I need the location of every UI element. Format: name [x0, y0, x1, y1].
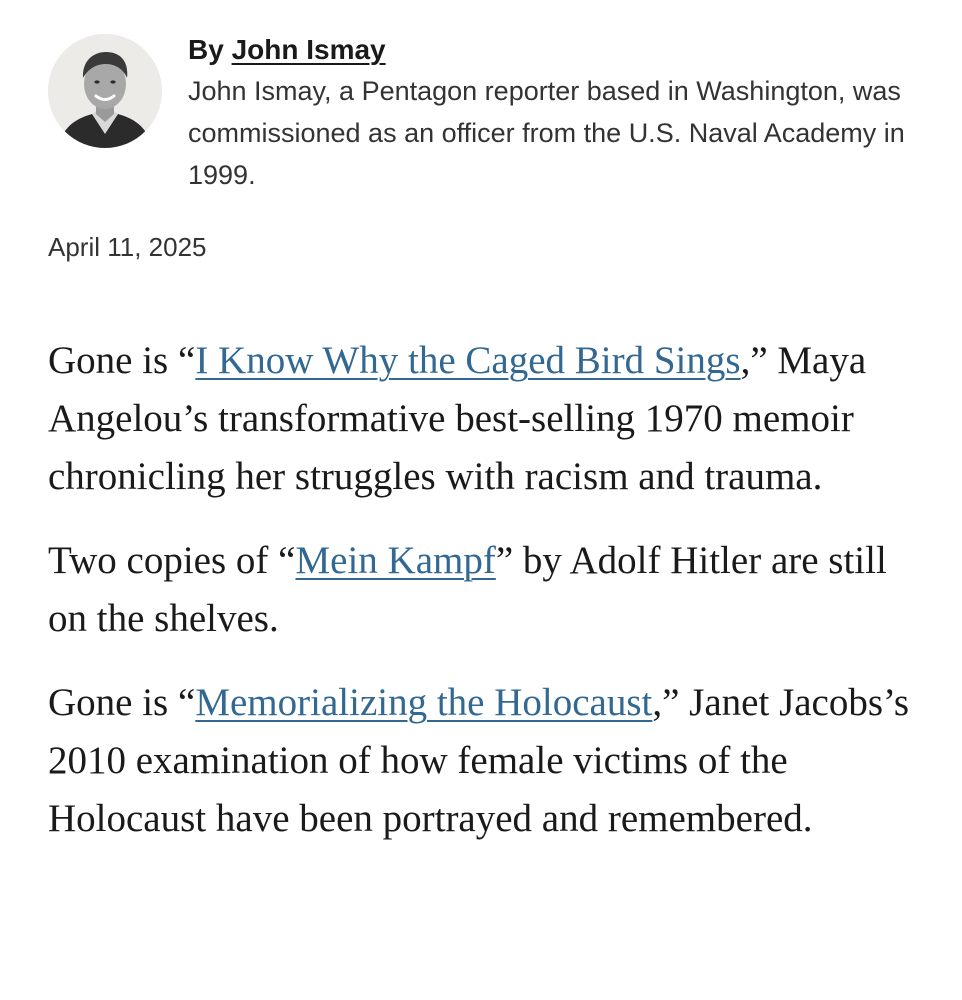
paragraph-text: ,” Maya Angelou’s transformative best-selling 1970 memoir chronicling her struggles with racism and trauma. [48, 339, 867, 498]
article-body [48, 332, 928, 874]
author-link[interactable]: John Ismay [231, 34, 386, 65]
publish-date: April 11, 2025 [48, 232, 207, 262]
paragraph-text: Two copies of “ [48, 539, 296, 582]
author-bio: John Ismay, a Pentagon reporter based in Washington, was commissioned as an officer from the U.S. Naval Academy in 1999. [188, 76, 905, 190]
byline [48, 34, 928, 196]
article-paragraph [48, 532, 928, 648]
byline-author-line [188, 32, 908, 68]
article-paragraph [48, 332, 928, 506]
author-avatar[interactable] [48, 34, 162, 148]
book-link-caged-bird[interactable]: I Know Why the Caged Bird Sings [195, 339, 741, 382]
book-link-memorializing-holocaust[interactable]: Memorializing the Holocaust [195, 681, 653, 724]
author-photo [48, 34, 162, 148]
article-paragraph [48, 674, 928, 848]
book-link-mein-kampf[interactable]: Mein Kampf [295, 539, 496, 582]
paragraph-text: ” by Adolf Hitler are still on the shelves. [48, 539, 887, 640]
paragraph-text: Gone is “ [48, 681, 196, 724]
paragraph-text: Gone is “ [48, 339, 196, 382]
byline-text [188, 32, 908, 196]
byline-prefix: By [188, 34, 232, 65]
paragraph-text: ,” Janet Jacobs’s 2010 examination of how female victims of the Holocaust have been portrayed and remembered. [48, 681, 910, 840]
